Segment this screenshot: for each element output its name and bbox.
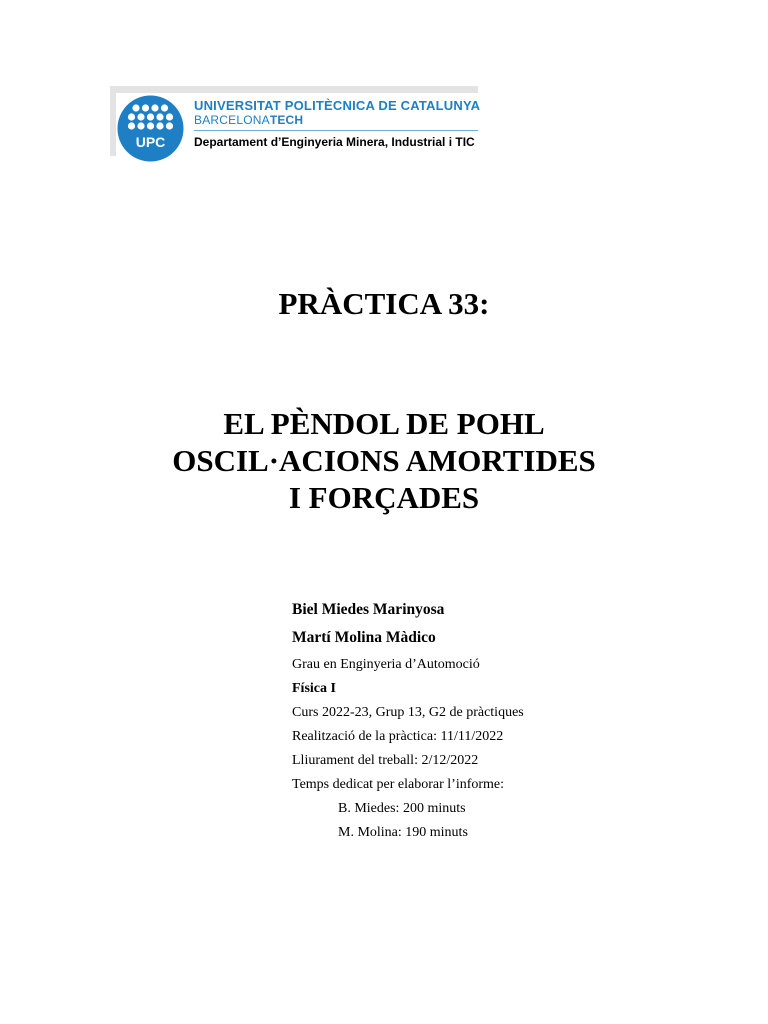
subject: Física I [292, 681, 336, 696]
university-name: UNIVERSITAT POLITÈCNICA DE CATALUNYA [194, 98, 481, 113]
degree: Grau en Enginyeria d’Automoció [292, 657, 480, 672]
title-line-3: I FORÇADES [288, 480, 480, 515]
department-name: Departament d’Enginyeria Minera, Industrial i TIC [194, 135, 475, 149]
course: Curs 2022-23, Grup 13, G2 de pràctiques [292, 705, 524, 720]
logo-text: UPC [135, 134, 166, 150]
upc-logo-icon [117, 95, 184, 162]
time-entry-miedes: B. Miedes: 200 minuts [338, 801, 466, 816]
info-block [292, 600, 712, 848]
header-decoration-bar [110, 86, 478, 93]
time-entry-molina: M. Molina: 190 minuts [338, 825, 468, 840]
document-title [0, 405, 768, 516]
header-divider [194, 130, 478, 131]
campus-name [194, 113, 303, 127]
campus-prefix: BARCELONA [194, 113, 270, 127]
time-heading: Temps dedicat per elaborar l’informe: [292, 777, 505, 792]
title-line-2: OSCIL·ACIONS AMORTIDES [172, 443, 596, 478]
campus-suffix: TECH [269, 113, 304, 127]
realization-date: Realització de la pràctica: 11/11/2022 [292, 729, 504, 744]
practica-heading: PRÀCTICA 33: [278, 286, 490, 321]
delivery-date: Lliurament del treball: 2/12/2022 [292, 753, 479, 768]
author-2: Martí Molina Màdico [292, 629, 436, 646]
header-decoration-bar-left [110, 86, 116, 156]
author-1: Biel Miedes Marinyosa [292, 601, 445, 618]
title-line-1: EL PÈNDOL DE POHL [223, 406, 545, 441]
